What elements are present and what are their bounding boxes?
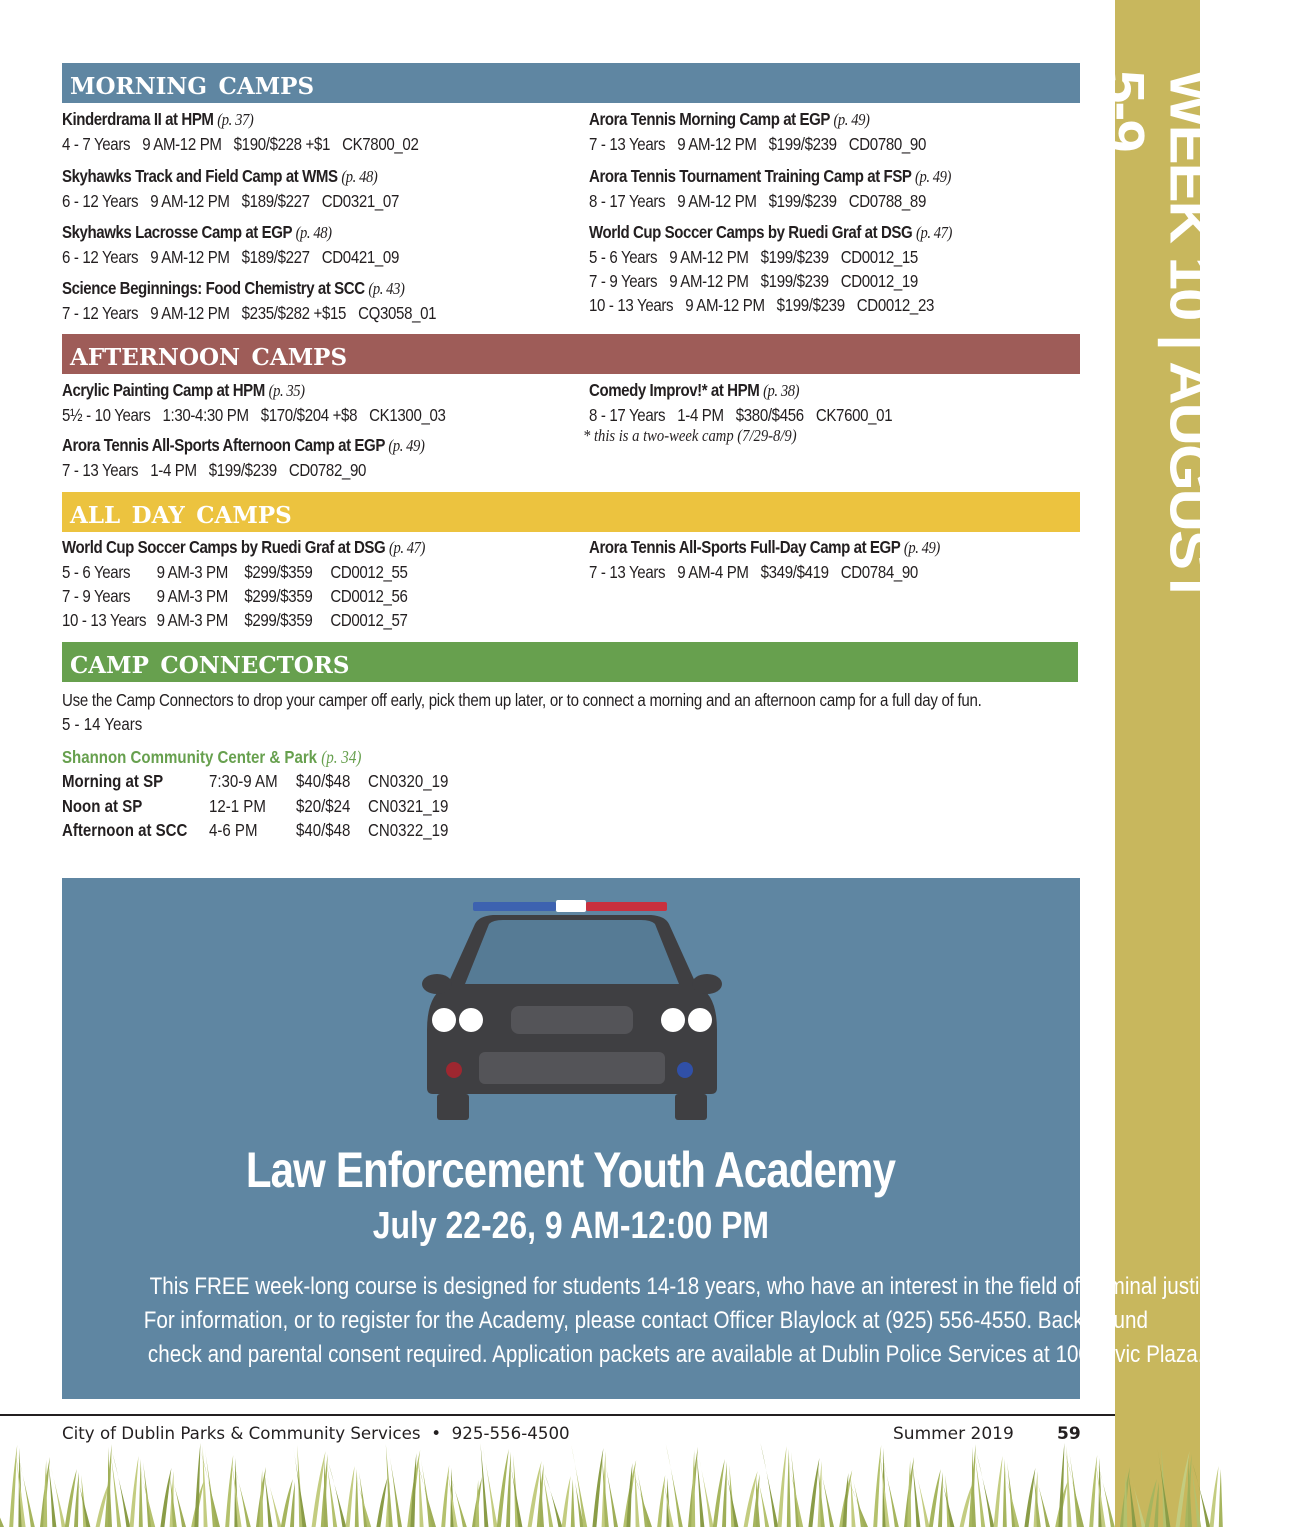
camp-page-ref: (p. 49) bbox=[915, 167, 951, 186]
grass-blade bbox=[1024, 1468, 1035, 1527]
session-ages: 5 - 6 Years bbox=[62, 562, 131, 582]
session-code: CK7800_02 bbox=[342, 134, 419, 154]
grass-blade bbox=[48, 1463, 56, 1527]
grass-blade bbox=[419, 1456, 424, 1527]
grass-blade bbox=[194, 1443, 200, 1527]
grass-blade bbox=[542, 1470, 553, 1527]
session-ages: 6 - 12 Years bbox=[62, 191, 139, 211]
grass-blade bbox=[626, 1463, 632, 1527]
camp-name: Arora Tennis All-Sports Afternoon Camp at EGP bbox=[62, 435, 389, 455]
session-code: CK7600_01 bbox=[815, 405, 893, 425]
camp-listing bbox=[589, 164, 1010, 213]
session-code: CD0321_07 bbox=[321, 191, 399, 211]
camp-title bbox=[589, 535, 940, 560]
session-fee: $299/$359 bbox=[244, 562, 313, 582]
grass-decoration bbox=[0, 1440, 1200, 1527]
session-time: 9 AM-12 PM bbox=[677, 191, 757, 211]
session-fee: $189/$227 bbox=[241, 247, 310, 267]
connector-time: 4-6 PM bbox=[209, 820, 258, 840]
camp-name: Comedy Improv!* at HPM bbox=[589, 380, 764, 400]
academy-description-line: This FREE week-long course is designed for students 14-18 years, who have an interest in the field of criminal justice. bbox=[149, 1273, 1227, 1300]
camp-title bbox=[589, 107, 938, 132]
camp-page-ref: (p. 49) bbox=[903, 538, 940, 557]
session-time: 9 AM-12 PM bbox=[669, 271, 749, 291]
session-time: 9 AM-12 PM bbox=[150, 247, 230, 267]
connectors-venue bbox=[62, 745, 361, 769]
session-fee: $189/$227 bbox=[241, 191, 310, 211]
camp-connectors-heading: camp connectors bbox=[62, 642, 1078, 682]
session-fee: $199/$239 bbox=[208, 460, 277, 480]
morning-camps-heading: morning camps bbox=[62, 63, 1080, 103]
session-ages: 7 - 13 Years bbox=[589, 562, 666, 582]
camp-listing bbox=[589, 107, 995, 156]
camp-name: Acrylic Painting Camp at HPM bbox=[62, 380, 269, 400]
camp-title bbox=[589, 378, 904, 403]
connector-code: CN0320_19 bbox=[368, 771, 449, 791]
camp-title bbox=[589, 220, 952, 245]
camp-listing bbox=[62, 276, 511, 325]
grass-blade bbox=[1210, 1466, 1219, 1527]
grass-blade bbox=[326, 1460, 337, 1527]
session-ages: 6 - 12 Years bbox=[62, 247, 139, 267]
camp-name: Skyhawks Track and Field Camp at WMS bbox=[62, 166, 342, 186]
grass-blade bbox=[110, 1450, 121, 1527]
session-fee: $235/$282 +$15 bbox=[241, 303, 347, 323]
connector-time: 12-1 PM bbox=[209, 795, 266, 816]
session-ages: 10 - 13 Years bbox=[62, 610, 147, 630]
connector-fee: $40/$48 bbox=[296, 820, 351, 840]
connectors-ages: 5 - 14 Years bbox=[62, 714, 143, 734]
session-code: CD0012_56 bbox=[330, 586, 408, 606]
camp-session bbox=[589, 293, 952, 317]
camp-listing bbox=[589, 535, 997, 584]
grass-blade bbox=[912, 1463, 920, 1527]
footer-season: Summer 2019 bbox=[893, 1424, 1014, 1444]
grass-blade bbox=[562, 1476, 571, 1527]
session-code: CD0012_23 bbox=[856, 295, 935, 315]
grass-blade bbox=[974, 1450, 985, 1527]
session-ages: 7 - 9 Years bbox=[589, 271, 658, 291]
session-time: 9 AM-3 PM bbox=[156, 586, 228, 606]
session-fee: $380/$456 bbox=[735, 405, 804, 425]
grass-blade bbox=[1128, 1473, 1136, 1527]
academy-description-line: check and parental consent required. Application packets are available at Dublin Police Services at 100 Civic Plaza. bbox=[147, 1341, 1204, 1368]
session-code: CD0782_90 bbox=[288, 460, 367, 480]
camp-name: Skyhawks Lacrosse Camp at EGP bbox=[62, 222, 296, 242]
academy-title: Law Enforcement Youth Academy bbox=[246, 1142, 896, 1198]
camp-session bbox=[62, 560, 425, 584]
camp-page-ref: (p. 47) bbox=[389, 538, 426, 557]
grass-blade bbox=[139, 1459, 143, 1527]
camp-session bbox=[62, 189, 411, 213]
academy-description-line: For information, or to register for the Academy, please contact Officer Blaylock at (925) 556-4550. Background bbox=[143, 1307, 1148, 1334]
session-fee: $199/$239 bbox=[760, 247, 829, 267]
camp-listing bbox=[62, 164, 468, 213]
grass-blade bbox=[9, 1445, 17, 1527]
grass-blade bbox=[130, 1456, 139, 1527]
camp-listing bbox=[583, 378, 956, 445]
session-fee: $199/$239 bbox=[768, 134, 837, 154]
session-fee: $299/$359 bbox=[244, 586, 313, 606]
grass-blade bbox=[851, 1476, 856, 1527]
camp-title bbox=[62, 220, 411, 245]
camp-session bbox=[589, 403, 904, 427]
academy-description bbox=[62, 1270, 1227, 1372]
session-code: CD0012_55 bbox=[330, 562, 408, 582]
camp-title bbox=[62, 276, 448, 301]
camp-session bbox=[62, 403, 458, 427]
academy-panel bbox=[62, 878, 1227, 1399]
grass-blade bbox=[778, 1446, 787, 1527]
grass-blade bbox=[873, 1445, 881, 1527]
grass-blade bbox=[842, 1473, 848, 1527]
camp-page-ref: (p. 49) bbox=[388, 436, 425, 455]
grass-blade bbox=[1219, 1469, 1223, 1527]
camp-name: Arora Tennis Morning Camp at EGP bbox=[589, 109, 834, 129]
session-time: 9 AM-4 PM bbox=[677, 562, 749, 582]
afternoon-camps-heading: afternoon camps bbox=[62, 334, 1080, 374]
connector-name: Morning at SP bbox=[62, 771, 164, 791]
session-time: 9 AM-3 PM bbox=[156, 562, 228, 582]
camp-session bbox=[62, 584, 425, 608]
footer-divider bbox=[0, 1414, 1115, 1416]
venue-page: (p. 34) bbox=[321, 747, 362, 767]
session-time: 9 AM-12 PM bbox=[150, 303, 230, 323]
grass-blade bbox=[592, 1448, 603, 1527]
camp-name: Arora Tennis Tournament Training Camp at FSP bbox=[589, 166, 916, 186]
grass-blade bbox=[691, 1450, 695, 1527]
session-ages: 7 - 12 Years bbox=[62, 303, 139, 323]
session-code: CD0784_90 bbox=[840, 562, 918, 582]
camp-session bbox=[62, 245, 411, 269]
camp-title bbox=[62, 107, 431, 132]
session-fee: $349/$419 bbox=[760, 562, 829, 582]
camp-name: World Cup Soccer Camps by Ruedi Graf at DSG bbox=[62, 537, 390, 557]
connector-fee: $20/$24 bbox=[296, 795, 351, 816]
session-code: CD0012_57 bbox=[330, 610, 408, 630]
session-fee: $199/$239 bbox=[760, 271, 829, 291]
camp-session bbox=[589, 269, 952, 293]
camp-session bbox=[589, 189, 951, 213]
camp-page-ref: (p. 49) bbox=[833, 110, 870, 129]
session-code: CD0788_89 bbox=[848, 191, 926, 211]
camp-page-ref: (p. 43) bbox=[368, 279, 405, 298]
session-fee: $170/$204 +$8 bbox=[260, 405, 358, 425]
camp-page-ref: (p. 37) bbox=[217, 110, 254, 129]
session-ages: 7 - 9 Years bbox=[62, 586, 131, 606]
camp-session bbox=[589, 560, 940, 584]
grass-blade bbox=[43, 1460, 47, 1527]
camp-page-ref: (p. 35) bbox=[268, 381, 305, 400]
camp-page-ref: (p. 48) bbox=[341, 167, 378, 186]
grass-blade bbox=[203, 1446, 208, 1527]
grass-blade bbox=[657, 1475, 665, 1527]
camp-listing bbox=[62, 220, 468, 269]
session-ages: 8 - 17 Years bbox=[589, 191, 666, 211]
grass-blade bbox=[441, 1465, 449, 1527]
session-time: 9 AM-12 PM bbox=[669, 247, 749, 267]
session-code: CK1300_03 bbox=[369, 405, 446, 425]
session-ages: 7 - 13 Years bbox=[62, 460, 139, 480]
camp-listing bbox=[62, 535, 484, 632]
grass-blade bbox=[635, 1466, 640, 1527]
police-car-icon bbox=[417, 898, 727, 1123]
camp-name: Arora Tennis All-Sports Full-Day Camp at EGP bbox=[589, 537, 904, 557]
grass-blade bbox=[1190, 1460, 1201, 1527]
camp-page-ref: (p. 48) bbox=[295, 223, 332, 242]
connectors-description: Use the Camp Connectors to drop your camper off early, pick them up later, or to connect a morning and an afternoon camp for a full day of fun. bbox=[62, 690, 982, 710]
grass-blade bbox=[346, 1466, 355, 1527]
camp-session bbox=[589, 245, 952, 269]
connector-code: CN0321_19 bbox=[368, 795, 449, 816]
grass-blade bbox=[376, 1478, 387, 1527]
camp-title bbox=[62, 535, 425, 560]
session-time: 9 AM-3 PM bbox=[156, 610, 228, 630]
grass-blade bbox=[907, 1460, 911, 1527]
camp-page-ref: (p. 38) bbox=[763, 381, 800, 400]
grass-blade bbox=[571, 1479, 575, 1527]
camp-session bbox=[62, 301, 448, 325]
camp-name: Kinderdrama II at HPM bbox=[62, 109, 218, 129]
camp-note: * this is a two-week camp (7/29-8/9) bbox=[583, 426, 797, 445]
camp-title bbox=[62, 164, 411, 189]
session-time: 1-4 PM bbox=[677, 405, 724, 425]
connector-time: 7:30-9 AM bbox=[209, 771, 278, 791]
connector-name: Afternoon at SCC bbox=[62, 820, 188, 840]
session-ages: 4 - 7 Years bbox=[62, 134, 131, 154]
session-ages: 5½ - 10 Years bbox=[62, 405, 151, 425]
camp-name: World Cup Soccer Camps by Ruedi Graf at DSG bbox=[589, 222, 917, 242]
session-fee: $199/$239 bbox=[768, 191, 837, 211]
grass-blade bbox=[355, 1469, 359, 1527]
session-time: 9 AM-12 PM bbox=[685, 295, 765, 315]
week-label: WEEK 10 | AUGUST 5-9 bbox=[1092, 70, 1222, 603]
footer-org: City of Dublin Parks & Community Services • 925-556-4500 bbox=[62, 1424, 570, 1444]
grass-blade bbox=[1058, 1443, 1064, 1527]
camp-name: Science Beginnings: Food Chemistry at SCC bbox=[62, 278, 369, 298]
grass-blade bbox=[758, 1480, 769, 1527]
grass-blade bbox=[1003, 1459, 1007, 1527]
session-ages: 10 - 13 Years bbox=[589, 295, 674, 315]
grass-blade bbox=[696, 1453, 704, 1527]
session-code: CD0780_90 bbox=[848, 134, 926, 154]
academy-date: July 22-26, 9 AM-12:00 PM bbox=[372, 1205, 770, 1247]
camp-session bbox=[62, 608, 425, 632]
camp-title bbox=[62, 433, 424, 458]
grass-blade bbox=[160, 1468, 171, 1527]
session-time: 1:30-4:30 PM bbox=[162, 405, 249, 425]
camp-page-ref: (p. 47) bbox=[916, 223, 953, 242]
session-ages: 7 - 13 Years bbox=[589, 134, 666, 154]
connector-code: CN0322_19 bbox=[368, 820, 449, 840]
grass-blade bbox=[808, 1458, 819, 1527]
grass-blade bbox=[787, 1449, 791, 1527]
session-code: CD0012_15 bbox=[840, 247, 918, 267]
session-ages: 8 - 17 Years bbox=[589, 405, 666, 425]
grass-blade bbox=[264, 1473, 272, 1527]
camp-listing bbox=[62, 433, 483, 482]
session-code: CQ3058_01 bbox=[358, 303, 437, 323]
page-number: 59 bbox=[1057, 1424, 1081, 1444]
camp-session bbox=[62, 132, 431, 156]
camp-title bbox=[589, 164, 951, 189]
session-time: 9 AM-12 PM bbox=[677, 134, 757, 154]
camp-title bbox=[62, 378, 458, 403]
camp-listing bbox=[62, 107, 491, 156]
session-fee: $199/$239 bbox=[776, 295, 845, 315]
session-fee: $190/$228 +$1 bbox=[233, 134, 331, 154]
grass-blade bbox=[994, 1456, 1003, 1527]
session-ages: 5 - 6 Years bbox=[589, 247, 658, 267]
grass-blade bbox=[760, 1443, 778, 1527]
session-code: CD0012_19 bbox=[840, 271, 918, 291]
camp-listing bbox=[62, 378, 522, 427]
session-code: CD0421_09 bbox=[321, 247, 399, 267]
connector-fee: $40/$48 bbox=[296, 771, 351, 791]
all-day-camps-heading: all day camps bbox=[62, 492, 1080, 532]
session-time: 9 AM-12 PM bbox=[150, 191, 230, 211]
grass-blade bbox=[225, 1455, 233, 1527]
camp-listing bbox=[589, 220, 1011, 317]
connector-name: Noon at SP bbox=[62, 795, 143, 816]
camp-session bbox=[589, 132, 938, 156]
grass-blade bbox=[0, 1482, 4, 1527]
session-time: 1-4 PM bbox=[150, 460, 197, 480]
session-fee: $299/$359 bbox=[244, 610, 313, 630]
grass-blade bbox=[1067, 1446, 1072, 1527]
camp-session bbox=[62, 458, 424, 482]
grass-blade bbox=[1089, 1455, 1097, 1527]
session-time: 9 AM-12 PM bbox=[142, 134, 222, 154]
venue-name: Shannon Community Center & Park bbox=[62, 747, 318, 767]
